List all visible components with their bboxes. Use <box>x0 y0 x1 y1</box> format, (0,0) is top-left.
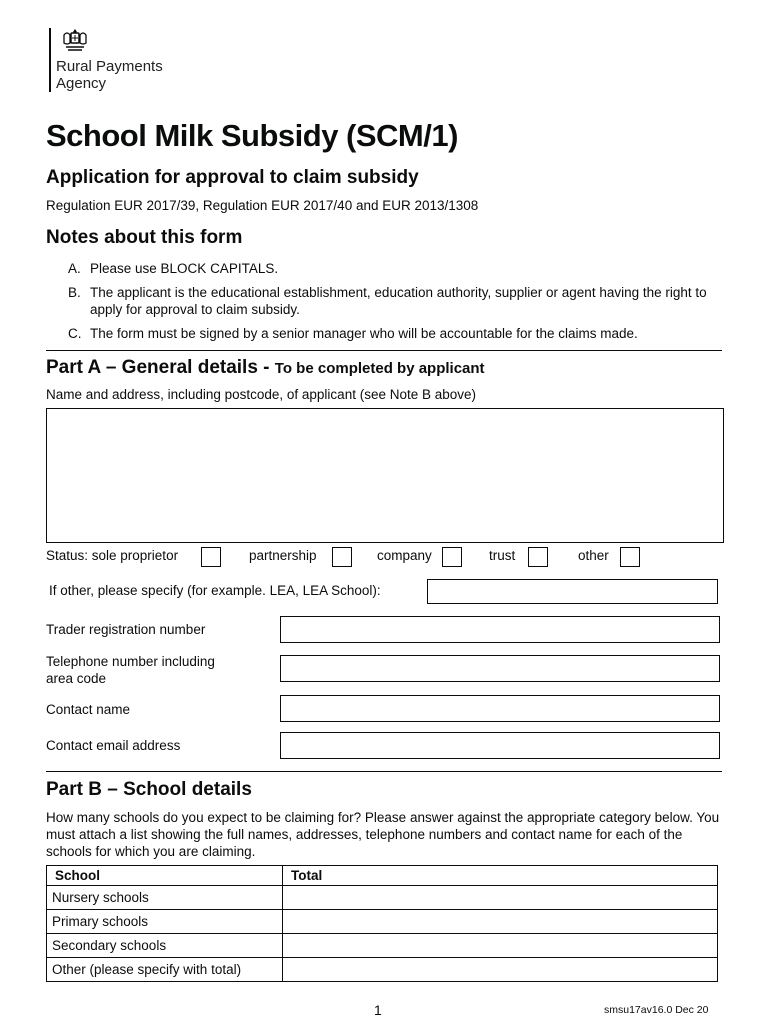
other-checkbox[interactable] <box>620 547 640 567</box>
table-header-row <box>47 866 718 886</box>
contact-email-label: Contact email address <box>46 738 181 753</box>
status-option-label: other <box>578 548 609 563</box>
section-divider <box>46 771 722 772</box>
sole-proprietor-checkbox[interactable] <box>201 547 221 567</box>
form-code: smsu17av16.0 Dec 20 <box>604 1004 709 1016</box>
regulation-text: Regulation EUR 2017/39, Regulation EUR 2017/40 and EUR 2013/1308 <box>46 198 479 213</box>
status-option-label: trust <box>489 548 516 563</box>
trader-registration-input[interactable] <box>280 616 720 643</box>
status-option-label: company <box>377 548 432 563</box>
school-category: Other (please specify with total) <box>47 958 283 982</box>
contact-name-input[interactable] <box>280 695 720 722</box>
part-b-intro: How many schools do you expect to be claiming for? Please answer against the appropriate category below. You must attach a list showing the full names, addresses, telephone numbers and contact name for each of the schools for which you are claiming. <box>46 810 720 859</box>
note-letter: C. <box>68 326 82 341</box>
section-divider <box>46 350 722 351</box>
status-label: Status: sole proprietor <box>46 548 179 563</box>
school-category: Nursery schools <box>47 886 283 910</box>
school-category: Primary schools <box>47 910 283 934</box>
table-row <box>47 910 718 934</box>
table-row <box>47 958 718 982</box>
column-header-total: Total <box>283 866 718 886</box>
page-subtitle: Application for approval to claim subsidy <box>46 167 419 188</box>
trader-registration-label: Trader registration number <box>46 622 206 637</box>
other-specify-input[interactable] <box>427 579 718 604</box>
note-a <box>68 260 710 277</box>
page-number: 1 <box>374 1002 382 1018</box>
note-text: The form must be signed by a senior manager who will be accountable for the claims made. <box>90 326 638 341</box>
part-b-heading: Part B – School details <box>46 779 252 800</box>
note-letter: B. <box>68 285 81 300</box>
other-specify-label: If other, please specify (for example. LEA, LEA School): <box>49 583 381 598</box>
total-cell[interactable] <box>283 958 718 982</box>
page-title: School Milk Subsidy (SCM/1) <box>46 118 458 153</box>
table-row <box>47 886 718 910</box>
royal-crest-icon <box>60 27 90 53</box>
agency-name-line2: Agency <box>56 75 107 92</box>
agency-name-line1: Rural Payments <box>56 58 163 75</box>
column-header-school: School <box>47 866 283 886</box>
note-c <box>68 325 710 342</box>
name-address-input[interactable] <box>46 408 724 543</box>
note-b <box>68 284 710 318</box>
schools-table <box>46 865 718 982</box>
telephone-input[interactable] <box>280 655 720 682</box>
contact-email-input[interactable] <box>280 732 720 759</box>
telephone-label <box>46 653 215 687</box>
notes-heading: Notes about this form <box>46 227 243 248</box>
total-cell[interactable] <box>283 910 718 934</box>
name-address-label: Name and address, including postcode, of applicant (see Note B above) <box>46 387 477 402</box>
telephone-label-line2: area code <box>46 671 107 686</box>
note-text: The applicant is the educational establishment, education authority, supplier or agent having the right to apply for approval to claim subsidy. <box>90 285 707 317</box>
agency-name <box>56 58 163 92</box>
trust-checkbox[interactable] <box>528 547 548 567</box>
telephone-label-line1: Telephone number including <box>46 654 215 669</box>
total-cell[interactable] <box>283 934 718 958</box>
note-text: Please use BLOCK CAPITALS. <box>90 261 279 276</box>
total-cell[interactable] <box>283 886 718 910</box>
table-row <box>47 934 718 958</box>
contact-name-label: Contact name <box>46 702 131 717</box>
logo-divider <box>49 28 51 92</box>
part-a-title: Part A – General details - <box>46 357 275 378</box>
status-row <box>46 546 726 568</box>
part-a-subtitle: To be completed by applicant <box>274 360 485 377</box>
status-option-label: partnership <box>249 548 317 563</box>
company-checkbox[interactable] <box>442 547 462 567</box>
note-letter: A. <box>68 261 81 276</box>
school-category: Secondary schools <box>47 934 283 958</box>
partnership-checkbox[interactable] <box>332 547 352 567</box>
part-a-heading <box>46 357 485 379</box>
